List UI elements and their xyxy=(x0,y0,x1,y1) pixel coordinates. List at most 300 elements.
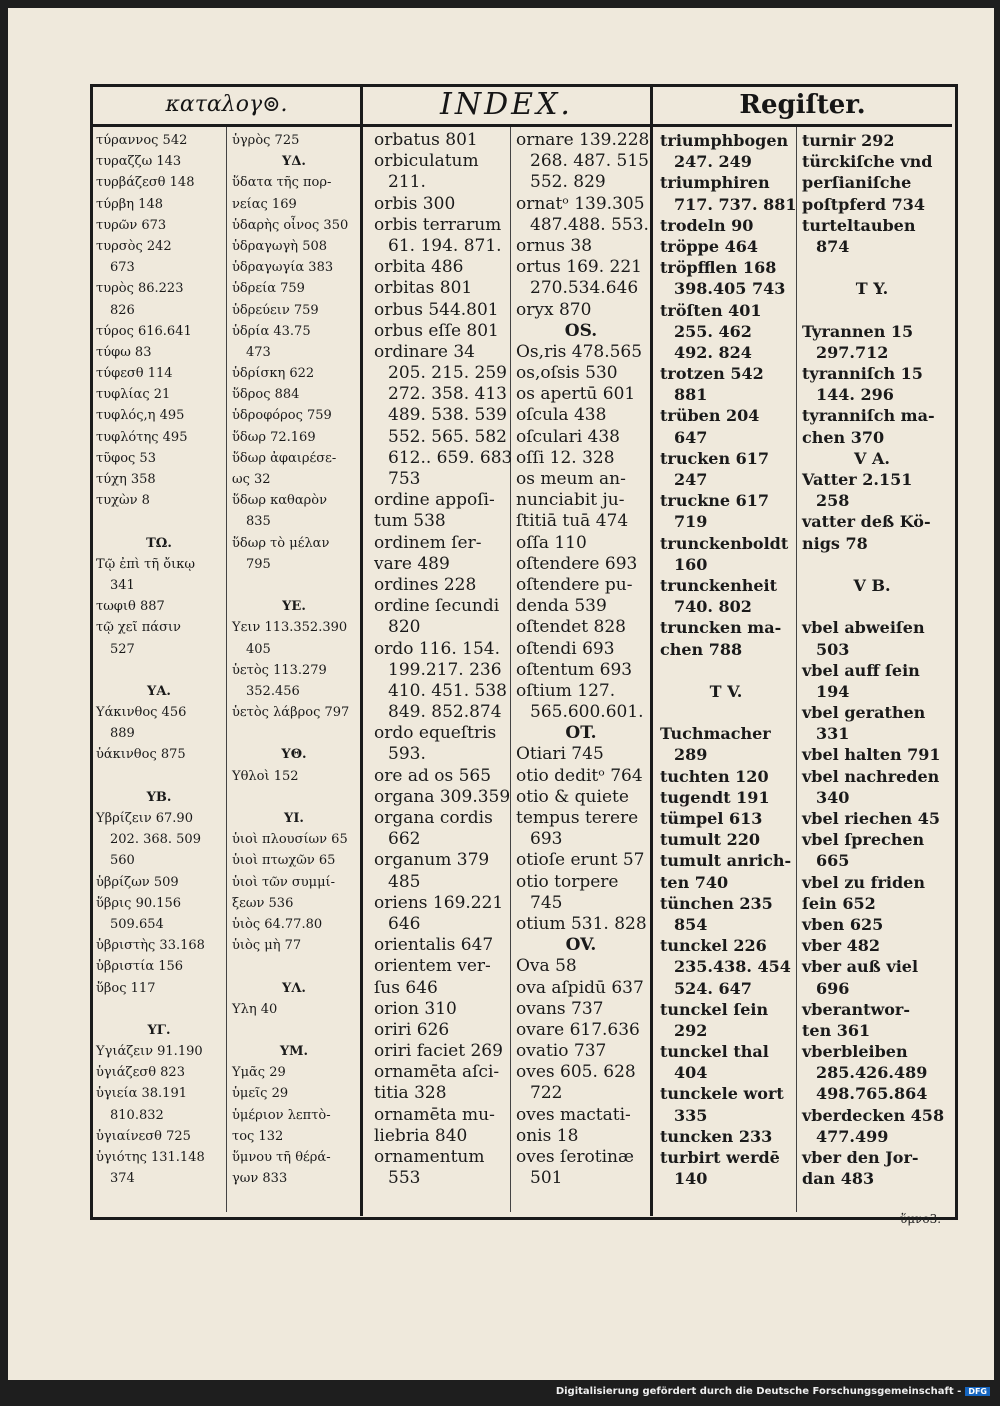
entry-text: Tuchmacher xyxy=(660,724,771,744)
entry-text: 487.488. 553. xyxy=(530,214,649,235)
index-entry xyxy=(516,130,650,151)
entry-text: ὑετὸς 113.279 xyxy=(232,662,327,678)
index-entry xyxy=(802,533,942,554)
index-entry xyxy=(660,427,792,448)
entry-text: oſcula 438 xyxy=(516,405,607,426)
index-entry xyxy=(374,829,506,850)
index-entry xyxy=(96,956,222,977)
index-entry xyxy=(374,1062,506,1083)
index-entry xyxy=(802,1062,942,1083)
index-entry xyxy=(232,427,356,448)
entry-text: oſtendet 828 xyxy=(516,617,626,638)
entry-text: 268. 487. 515 xyxy=(530,151,649,172)
entry-text: τυραζζω 143 xyxy=(96,154,182,170)
entry-text: τωφιθ 887 xyxy=(96,599,165,615)
entry-text: Vatter 2.151 xyxy=(802,470,913,489)
index-entry xyxy=(660,533,792,554)
entry-text: organa cordis xyxy=(374,808,493,828)
index-entry xyxy=(516,978,646,999)
index-entry xyxy=(232,575,356,596)
index-entry xyxy=(516,956,646,977)
entry-text: 140 xyxy=(674,1169,708,1189)
entry-text: turbirt werdē xyxy=(660,1148,780,1167)
index-entry xyxy=(96,1020,222,1041)
index-entry xyxy=(374,490,506,511)
index-entry xyxy=(96,1168,222,1189)
index-entry xyxy=(232,999,356,1020)
entry-text: 270.534.646 xyxy=(530,278,639,299)
entry-text: Υλη 40 xyxy=(232,1001,278,1017)
index-entry xyxy=(96,1041,222,1062)
entry-text: oſtentum 693 xyxy=(516,659,633,680)
entry-text: τύρος 616.641 xyxy=(96,323,192,339)
index-entry xyxy=(516,278,646,299)
entry-text: ὑδραγωγία 383 xyxy=(232,260,334,276)
index-entry xyxy=(660,257,792,278)
index-entry xyxy=(516,617,646,638)
index-entry xyxy=(374,1126,506,1147)
greek-header xyxy=(93,86,360,127)
entry-text: Υμᾶς 29 xyxy=(232,1065,286,1081)
entry-text: 527 xyxy=(110,641,135,657)
entry-text: ὕδωρ ἀφαιρέσε- xyxy=(232,450,337,466)
index-entry xyxy=(96,914,222,935)
entry-text: 398.405 743 xyxy=(674,279,786,299)
entry-text: ως 32 xyxy=(232,472,271,487)
index-entry xyxy=(374,447,513,469)
index-entry xyxy=(232,681,356,702)
entry-text: 662 xyxy=(388,829,421,850)
entry-text: otio & quiete xyxy=(516,786,629,807)
index-entry xyxy=(660,363,792,384)
entry-text: os apertū 601 xyxy=(516,384,636,405)
index-entry xyxy=(802,342,942,363)
index-entry xyxy=(96,639,222,660)
index-entry xyxy=(374,808,506,829)
entry-text: 524. 647 xyxy=(674,978,752,998)
entry-text: trunckenboldt xyxy=(660,533,789,553)
index-entry xyxy=(660,978,792,999)
index-entry xyxy=(802,914,942,935)
latin-column-1 xyxy=(374,130,513,1189)
section-heading: ΥΓ. xyxy=(147,1022,171,1038)
index-entry xyxy=(660,660,792,681)
index-entry xyxy=(232,363,356,384)
index-entry xyxy=(374,278,506,299)
entry-text: chen 788 xyxy=(660,639,743,659)
entry-text: 292 xyxy=(674,1020,708,1040)
entry-text: 593. xyxy=(388,744,426,765)
index-entry xyxy=(232,405,356,426)
section-heading: ΥΒ. xyxy=(146,789,172,805)
index-entry xyxy=(802,956,942,977)
entry-text: vberdecken 458 xyxy=(802,1105,945,1125)
greek-column-2 xyxy=(232,130,356,1189)
entry-text: 646 xyxy=(388,913,421,934)
entry-text: ovatio 737 xyxy=(516,1041,607,1062)
entry-text: tumult anrich- xyxy=(660,851,792,871)
entry-text: orbis terrarum xyxy=(374,214,502,235)
entry-text: otium 531. 828 xyxy=(516,913,647,934)
entry-text: 285.426.489 xyxy=(816,1063,928,1083)
entry-text: 144. 296 xyxy=(816,385,894,405)
index-entry xyxy=(660,511,792,532)
index-entry xyxy=(516,257,646,278)
index-entry xyxy=(660,617,792,638)
index-entry xyxy=(96,300,222,321)
index-entry xyxy=(516,999,646,1020)
entry-text: 647 xyxy=(674,427,708,447)
index-entry xyxy=(232,723,356,744)
index-entry xyxy=(374,681,506,702)
entry-text: 247. 249 xyxy=(674,152,752,172)
entry-text: ortus 169. 221 xyxy=(516,257,642,278)
index-entry xyxy=(96,448,222,469)
section-heading: T V. xyxy=(709,681,743,701)
entry-text: 297.712 xyxy=(816,342,889,362)
entry-text: 235.438. 454 xyxy=(674,957,791,977)
index-entry xyxy=(802,194,942,215)
index-entry xyxy=(516,702,646,723)
index-entry xyxy=(660,194,797,215)
index-entry xyxy=(232,639,356,660)
entry-text: otio deditᵒ 764 xyxy=(516,765,643,786)
index-entry xyxy=(232,554,356,575)
index-entry xyxy=(802,1147,942,1168)
entry-text: 722 xyxy=(530,1083,563,1104)
entry-text: ornamēta mu- xyxy=(374,1104,495,1125)
entry-text: 565.600.601. xyxy=(530,702,644,723)
entry-text: trotzen 542 xyxy=(660,364,764,384)
entry-text: os,oſsis 530 xyxy=(516,363,618,384)
entry-text: 405 xyxy=(246,641,271,657)
index-entry xyxy=(374,1147,506,1168)
index-entry xyxy=(802,723,942,744)
entry-text: ten 361 xyxy=(802,1020,871,1040)
entry-text: vare 489 xyxy=(374,553,450,574)
index-entry xyxy=(516,744,646,765)
entry-text: dan 483 xyxy=(802,1169,875,1189)
entry-text: tunckele wort xyxy=(660,1084,784,1104)
index-entry xyxy=(660,469,792,490)
entry-text: ὕδωρ τὸ μέλαν xyxy=(232,535,330,551)
index-entry xyxy=(96,1105,222,1126)
index-entry xyxy=(96,257,222,278)
entry-text: ὑβριστία 156 xyxy=(96,959,184,975)
index-entry xyxy=(802,660,942,681)
entry-text: nunciabit ju- xyxy=(516,490,625,511)
greek-subcolumn-divider xyxy=(226,127,227,1212)
index-entry xyxy=(516,511,646,532)
index-entry xyxy=(374,1041,506,1062)
index-entry xyxy=(232,1126,356,1147)
entry-text: νείας 169 xyxy=(232,196,297,212)
entry-text: ornare 139.228 xyxy=(516,130,650,150)
index-entry xyxy=(374,257,506,278)
index-entry xyxy=(660,1147,792,1168)
entry-text: 810.832 xyxy=(110,1107,164,1123)
entry-text: vbel riechen 45 xyxy=(802,809,941,828)
index-entry xyxy=(660,300,792,321)
index-entry xyxy=(96,978,222,999)
index-entry xyxy=(802,1168,942,1189)
entry-text: 258 xyxy=(816,491,850,511)
entry-text: 473 xyxy=(246,344,271,360)
entry-text: 404 xyxy=(674,1063,708,1083)
index-entry xyxy=(516,405,646,426)
index-entry xyxy=(802,300,942,321)
index-entry xyxy=(516,808,646,829)
index-entry xyxy=(96,744,222,765)
index-entry xyxy=(516,533,646,554)
index-entry xyxy=(802,893,942,914)
index-entry xyxy=(660,914,792,935)
index-entry xyxy=(802,787,942,808)
index-entry xyxy=(232,533,356,554)
index-entry xyxy=(374,130,506,151)
entry-text: ὑδροφόρος 759 xyxy=(232,408,332,424)
index-entry xyxy=(516,829,646,850)
entry-text: 289 xyxy=(674,745,708,765)
index-entry xyxy=(374,1020,506,1041)
index-entry xyxy=(96,469,222,490)
entry-text: vbel ſprechen xyxy=(802,830,925,850)
entry-text: 61. 194. 871. xyxy=(388,235,502,256)
entry-text: poſtpferd 734 xyxy=(802,194,925,214)
index-entry xyxy=(96,787,222,808)
entry-text: ſtitiā tuā 474 xyxy=(516,511,629,532)
index-entry xyxy=(232,215,356,236)
index-entry xyxy=(802,829,942,850)
entry-text: τυρβάζεσθ 148 xyxy=(96,175,195,191)
entry-text: ova aſpidū 637 xyxy=(516,977,644,998)
index-entry xyxy=(802,257,942,278)
entry-text: Υβρίζειν 67.90 xyxy=(96,811,193,826)
index-entry xyxy=(232,1020,356,1041)
index-entry xyxy=(96,1147,222,1168)
index-entry xyxy=(516,554,646,575)
entry-text: 477.499 xyxy=(816,1126,889,1146)
entry-text: τύρβη 148 xyxy=(96,196,163,212)
index-entry xyxy=(802,363,942,384)
index-entry xyxy=(232,1105,356,1126)
index-entry xyxy=(802,384,942,405)
entry-text: ὑγιαίνεσθ 725 xyxy=(96,1128,191,1144)
entry-text: τυφλός,η 495 xyxy=(96,408,185,424)
index-entry xyxy=(232,660,356,681)
entry-text: vbel halten 791 xyxy=(802,745,941,765)
entry-text: 854 xyxy=(674,914,708,934)
entry-text: 211. xyxy=(388,172,426,193)
index-entry xyxy=(802,236,942,257)
index-entry xyxy=(660,808,792,829)
index-entry xyxy=(802,766,942,787)
entry-text: 410. 451. 538 xyxy=(388,680,507,701)
index-entry xyxy=(660,999,792,1020)
entry-text: Tyrannen 15 xyxy=(802,321,914,341)
index-entry xyxy=(374,1083,506,1104)
index-entry xyxy=(232,321,356,342)
entry-text: ὑβρίζων 509 xyxy=(96,874,179,890)
entry-text: orbatus 801 xyxy=(374,130,478,150)
entry-text: oſtendi 693 xyxy=(516,638,615,659)
entry-text: nigs 78 xyxy=(802,533,868,553)
index-entry xyxy=(516,681,646,702)
index-entry xyxy=(374,1105,506,1126)
index-entry xyxy=(96,384,222,405)
index-entry xyxy=(96,321,222,342)
entry-text: tumult 220 xyxy=(660,830,761,850)
index-entry xyxy=(96,1083,222,1104)
index-entry xyxy=(660,702,792,723)
entry-text: ὑδρεία 759 xyxy=(232,281,305,297)
index-entry xyxy=(516,723,646,744)
index-entry xyxy=(660,744,792,765)
entry-text: ὕδωρ καθαρὸν xyxy=(232,493,327,509)
entry-text: 352.456 xyxy=(246,683,300,699)
index-entry xyxy=(660,384,792,405)
index-entry xyxy=(374,935,506,956)
index-entry xyxy=(374,639,506,660)
index-entry xyxy=(516,300,646,321)
index-entry xyxy=(96,1126,222,1147)
index-entry xyxy=(96,490,222,511)
index-entry xyxy=(516,872,646,893)
entry-text: 202. 368. 509 xyxy=(110,832,201,848)
index-entry xyxy=(516,490,646,511)
index-entry xyxy=(374,596,506,617)
index-entry xyxy=(516,1041,646,1062)
index-entry xyxy=(660,723,792,744)
index-entry xyxy=(96,850,222,871)
entry-text: τυφλότης 495 xyxy=(96,429,188,445)
index-entry xyxy=(660,829,792,850)
entry-text: vbel gerathen xyxy=(802,703,926,723)
entry-text: 335 xyxy=(674,1105,708,1125)
entry-text: tempus terere xyxy=(516,808,639,828)
entry-text: truckne 617 xyxy=(660,491,770,511)
index-entry xyxy=(660,1126,792,1147)
index-entry xyxy=(660,1041,792,1062)
index-entry xyxy=(374,702,506,723)
entry-text: tunckel ſein xyxy=(660,999,769,1019)
entry-text: 560 xyxy=(110,853,135,869)
entry-text: triumphbogen xyxy=(660,131,789,150)
entry-text: ὑδρίσκη 622 xyxy=(232,366,315,382)
entry-text: τυφλίας 21 xyxy=(96,387,171,403)
entry-text: 612.. 659. 683 xyxy=(388,447,513,468)
index-entry xyxy=(374,236,506,257)
index-entry xyxy=(516,151,649,172)
index-entry xyxy=(660,787,792,808)
entry-text: vber 482 xyxy=(802,936,881,956)
entry-text: vbel nachreden xyxy=(802,766,940,786)
entry-text: 673 xyxy=(110,260,135,276)
footer-text: Digitalisierung gefördert durch die Deutsche Forschungsgemeinschaft - xyxy=(555,1386,962,1397)
column-divider-greek-latin xyxy=(360,86,363,1216)
entry-text: tröppe 464 xyxy=(660,236,759,256)
entry-text: orbiculatum xyxy=(374,151,479,172)
index-entry xyxy=(96,935,222,956)
entry-text: 374 xyxy=(110,1171,135,1187)
index-entry xyxy=(516,1020,646,1041)
index-entry xyxy=(802,808,942,829)
index-entry xyxy=(660,596,792,617)
entry-text: Os,ris 478.565 xyxy=(516,341,643,362)
entry-text: oriens 169.221 xyxy=(374,892,504,913)
index-entry xyxy=(232,300,356,321)
index-entry xyxy=(232,151,356,172)
index-entry xyxy=(232,829,356,850)
entry-text: ὑιοὶ πλουσίων 65 xyxy=(232,832,348,848)
entry-text: organa 309.359 xyxy=(374,786,511,807)
entry-text: Υειν 113.352.390 xyxy=(232,620,348,636)
entry-text: tunckel thal xyxy=(660,1042,769,1062)
entry-text: 331 xyxy=(816,724,850,744)
entry-text: τύραννος 542 xyxy=(96,133,188,148)
index-entry xyxy=(516,342,646,363)
entry-text: 552. 565. 582 xyxy=(388,426,507,447)
index-entry xyxy=(232,384,356,405)
index-entry xyxy=(232,257,356,278)
index-entry xyxy=(96,151,222,172)
index-entry xyxy=(374,956,506,977)
entry-text: 498.765.864 xyxy=(816,1084,928,1104)
index-entry xyxy=(516,766,646,787)
entry-text: ὑετὸς λάβρος 797 xyxy=(232,705,350,721)
entry-text: ὑιὸς 64.77.80 xyxy=(232,916,323,932)
index-entry xyxy=(516,194,646,215)
entry-text: otio torpere xyxy=(516,871,619,892)
entry-text: Τῷ ἐπὶ τῆ ὄικῳ xyxy=(96,556,195,572)
entry-text: 874 xyxy=(816,236,850,256)
entry-text: 795 xyxy=(246,556,271,572)
entry-text: ornamēta aſci- xyxy=(374,1062,500,1083)
index-entry xyxy=(660,215,792,236)
index-entry xyxy=(374,342,506,363)
entry-text: 826 xyxy=(110,302,135,318)
entry-text: turnir 292 xyxy=(802,131,895,150)
latin-subcolumn-divider xyxy=(510,127,511,1212)
entry-text: ordinem ſer- xyxy=(374,532,482,553)
index-entry xyxy=(374,1168,506,1189)
entry-text: trodeln 90 xyxy=(660,215,754,235)
index-entry xyxy=(96,1062,222,1083)
index-entry xyxy=(802,744,942,765)
index-entry xyxy=(802,427,942,448)
index-entry xyxy=(96,872,222,893)
index-entry xyxy=(516,914,646,935)
entry-text: 341 xyxy=(110,577,135,593)
index-entry xyxy=(660,639,792,660)
index-entry xyxy=(96,596,222,617)
index-entry xyxy=(660,575,792,596)
index-entry xyxy=(802,1020,942,1041)
german-subcolumn-divider xyxy=(796,127,797,1212)
index-entry xyxy=(802,1126,942,1147)
entry-text: oriri 626 xyxy=(374,1019,450,1040)
index-entry xyxy=(232,702,356,723)
entry-text: τυχὼν 8 xyxy=(96,493,150,509)
index-entry xyxy=(96,533,222,554)
section-heading: ΥΘ. xyxy=(281,747,307,763)
index-entry xyxy=(232,1083,356,1104)
index-entry xyxy=(232,872,356,893)
index-entry xyxy=(802,1105,945,1126)
index-entry xyxy=(802,1041,942,1062)
entry-text: 160 xyxy=(674,554,708,574)
entry-text: oſculari 438 xyxy=(516,426,620,447)
